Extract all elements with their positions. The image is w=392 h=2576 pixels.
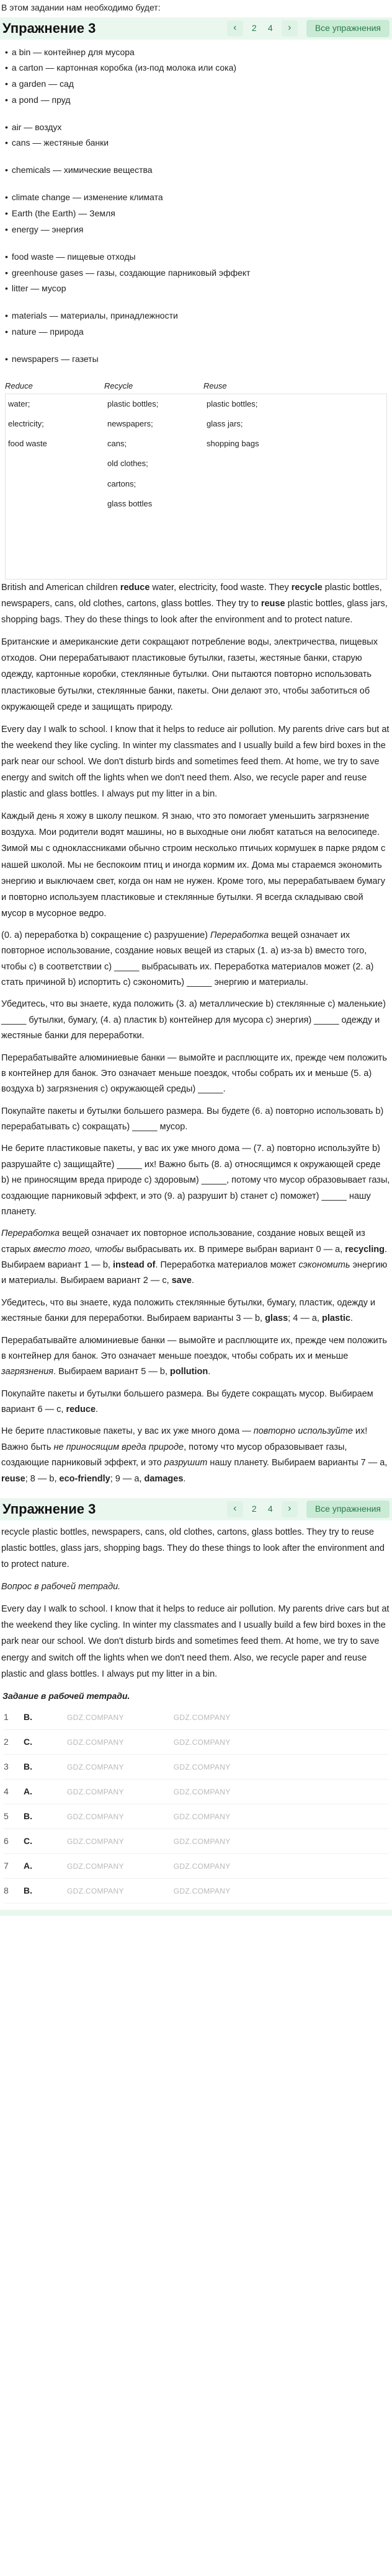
reuse-column	[204, 394, 303, 579]
prev-exercise-number[interactable]: 2	[251, 1504, 257, 1514]
paragraph: Перерабатывайте алюминиевые банки — вымойте и расплющите их, прежде чем положить в контейнер для банок. Это означает меньше поездок, чтобы собрать их и меньше (5. a) воздуха b) загрязнения c) окружающей среды) _____.	[1, 1052, 387, 1095]
chevron-left-icon: ‹	[233, 22, 237, 33]
prev-exercise-number[interactable]: 2	[251, 22, 257, 33]
watermark: GDZ.COMPANY	[67, 1861, 124, 1871]
chevron-right-icon: ›	[288, 22, 292, 33]
paragraph: Убедитесь, что вы знаете, куда положить (3. a) металлические b) стеклянные c) маленькие) _____ бутылки, бумагу, (4. a) пластик b) контейнер для мусора c) энергия) _____ одежду и жестяные банки для переработки.	[1, 999, 386, 1041]
next-exercise-button[interactable]	[282, 20, 298, 37]
watermark: GDZ.COMPANY	[173, 1713, 231, 1722]
table-cell: glass jars;	[207, 419, 243, 429]
watermark: GDZ.COMPANY	[173, 1787, 231, 1796]
all-exercises-button[interactable]: Все упражнения	[306, 20, 390, 37]
paragraph: Не берите пластиковые пакеты, у вас их уже много дома — повторно используйте их! Важно быть не приносящим вреда природе, потому что мусор образовывает газы, создающие парниковый эффект, и это разрушит нашу планету. Выбираем варианты 7 — a, reuse; 8 — b, eco-friendly; 9 — a, damages.	[1, 1426, 388, 1484]
prev-exercise-button[interactable]	[227, 20, 243, 37]
list-item: • chemicals — химические вещества	[5, 165, 153, 175]
watermark: GDZ.COMPANY	[67, 1713, 124, 1722]
answer-row: 8 B. GDZ.COMPANY GDZ.COMPANY	[4, 1879, 388, 1903]
list-item: • newspapers — газеты	[5, 353, 99, 364]
bottom-bar	[0, 1910, 392, 1916]
recycle-column	[105, 394, 204, 579]
list-item: • climate change — изменение климата	[5, 192, 163, 203]
answer-text-continued	[0, 1524, 392, 1688]
list-item: • food waste — пищевые отходы	[5, 251, 136, 262]
paragraph: Переработка вещей означает их повторное использование, создание новых вещей из старых вместо того, чтобы выбрасывать их. В примере выбран вариант 0 — a, recycling. Выбираем вариант 1 — b, instead of. Переработка материалов может сэкономить энергию и материалы. Выбираем вариант 2 — c, save.	[1, 1228, 388, 1286]
list-item: • litter — мусор	[5, 283, 66, 294]
paragraph: British and American children reduce water, electricity, food waste. They recycle plastic bottles, newspapers, cans, old clothes, cartons, glass bottles. They try to reuse plastic bottles, glass jars, shopping bags. They do these things to look after the environment and to protect nature.	[1, 583, 388, 625]
list-item: • Earth (the Earth) — Земля	[5, 208, 115, 219]
exercise-title: Упражнение 3	[2, 20, 96, 36]
list-item: • a bin — контейнер для мусора	[5, 46, 135, 57]
answer-row: 1 B. GDZ.COMPANY GDZ.COMPANY	[4, 1705, 388, 1730]
watermark: GDZ.COMPANY	[67, 1762, 124, 1771]
chevron-right-icon: ›	[288, 1503, 292, 1514]
sort-table-header	[0, 377, 392, 394]
paragraph: Every day I walk to school. I know that it helps to reduce air pollution. My parents drive cars but at the weekend they like cycling. In winter my classmates and I usually build a few bird boxes in the park near our school. We don't disturb birds and sometimes feed them. At home, we try to save energy and switch off the lights when we don't need them. Also, we recycle paper and reuse plastic and glass bottles. I always put my litter in a bin.	[1, 724, 390, 800]
watermark: GDZ.COMPANY	[173, 1812, 231, 1821]
watermark: GDZ.COMPANY	[67, 1886, 124, 1895]
exercise-navigation	[227, 20, 298, 37]
list-item: • a garden — сад	[5, 79, 74, 89]
all-exercises-button[interactable]: Все упражнения	[306, 1501, 390, 1518]
next-exercise-number[interactable]: 4	[267, 1504, 273, 1514]
sort-table	[5, 394, 387, 580]
watermark: GDZ.COMPANY	[173, 1861, 231, 1871]
paragraph: Покупайте пакеты и бутылки большего размера. Вы будете (6. a) повторно использовать b) перерабатывать c) сокращать) _____ мусор.	[1, 1106, 384, 1132]
prev-exercise-button[interactable]	[227, 1501, 243, 1517]
paragraph: Каждый день я хожу в школу пешком. Я знаю, что это помогает уменьшить загрязнение воздуха. Мои родители водят машины, но в выходные они любят кататься на велосипеде. Зимой мы с одноклассниками обычно строим несколько птичьих кормушек в парке рядом с нашей школой. Мы не беспокоим птиц и иногда кормим их. Дома мы стараемся экономить энергию и выключаем свет, когда он нам не нужен. Кроме того, мы перерабатываем бумагу и повторно используем пластиковые и стеклянные бутылки. Я всегда складываю свой мусор в мусорное ведро.	[1, 811, 386, 919]
list-item: • materials — материалы, принадлежности	[5, 311, 178, 321]
paragraph: Every day I walk to school. I know that it helps to reduce air pollution. My parents drive cars but at the weekend they like cycling. In winter my classmates and I usually build a few bird boxes in the park near our school. We don't disturb birds and sometimes feed them. At home, we try to save energy and switch off the lights when we don't need them. Also, we recycle paper and reuse plastic and glass bottles. I always put my litter in a bin.	[1, 1604, 390, 1679]
table-cell: newspapers;	[107, 419, 153, 429]
watermark: GDZ.COMPANY	[173, 1837, 231, 1846]
table-cell: water;	[8, 399, 30, 409]
list-item: • greenhouse gases — газы, создающие парниковый эффект	[5, 267, 251, 278]
chevron-left-icon: ‹	[233, 1503, 237, 1514]
answer-row: 4 A. GDZ.COMPANY GDZ.COMPANY	[4, 1780, 388, 1804]
watermark: GDZ.COMPANY	[67, 1812, 124, 1821]
table-cell: shopping bags	[207, 439, 259, 449]
table-cell: electricity;	[8, 419, 44, 429]
column-header: Recycle	[104, 381, 133, 390]
answer-row: 5 B. GDZ.COMPANY GDZ.COMPANY	[4, 1804, 388, 1829]
watermark: GDZ.COMPANY	[173, 1886, 231, 1895]
watermark: GDZ.COMPANY	[67, 1737, 124, 1747]
table-cell: cartons;	[107, 479, 136, 488]
paragraph: Убедитесь, что вы знаете, куда положить стеклянные бутылки, бумагу, пластик, одежду и жестяные банки для переработки. Выбираем варианты 3 — b, glass; 4 — a, plastic.	[1, 1297, 375, 1324]
answer-text	[0, 580, 392, 1493]
answers-list	[0, 1705, 392, 1903]
table-cell: food waste	[8, 439, 47, 449]
list-item: • cans — жестяные банки	[5, 138, 109, 148]
watermark: GDZ.COMPANY	[67, 1837, 124, 1846]
paragraph: Вопрос в рабочей тетради.	[1, 1582, 121, 1592]
next-exercise-button[interactable]	[282, 1501, 298, 1517]
table-cell: plastic bottles;	[207, 399, 258, 409]
paragraph: Не берите пластиковые пакеты, у вас их уже много дома — (7. a) повторно используйте b) разрушайте c) защищайте) _____ их! Важно быть (8. a) относящимся к окружающей среде b) не приносящим вреда природе c) здоровым) _____, потому что мусор образовывает газы, создающие парниковый эффект, и это (9. a) разрушит b) станет c) поможет) _____ нашу планету.	[1, 1144, 390, 1217]
intro-text: В этом задании нам необходимо будет:	[1, 2, 161, 12]
paragraph: Покупайте пакеты и бутылки большего размера. Вы будете сокращать мусор. Выбираем вариант 6 — c, reduce.	[1, 1388, 373, 1415]
exercise-navigation	[227, 1501, 298, 1517]
watermark: GDZ.COMPANY	[173, 1762, 231, 1771]
exercise-header-sticky	[0, 1498, 392, 1520]
table-cell: glass bottles	[107, 498, 153, 508]
list-item: • air — воздух	[5, 121, 62, 132]
paragraph: recycle plastic bottles, newspapers, cans, old clothes, cartons, glass bottles. They try to reuse plastic bottles, glass jars, shopping bags. They do these things to look after the environment and to protect nature.	[1, 1527, 385, 1570]
table-cell: cans;	[107, 439, 127, 449]
list-item: • energy — энергия	[5, 224, 84, 234]
list-item: • nature — природа	[5, 326, 84, 337]
watermark: GDZ.COMPANY	[67, 1787, 124, 1796]
paragraph: (0. а) переработка b) сокращение c) разрушение) Переработка вещей означает их повторное использование, создание новых вещей из старых (1. a) из-за b) вместо того, чтобы c) в соответствии с) _____ выбрасывать их. Переработка материалов может (2. a) стать причиной b) испортить c) сэкономить) _____ энергию и материалы.	[1, 930, 374, 988]
exercise-header	[0, 17, 392, 40]
reduce-column	[6, 394, 105, 579]
answer-row: 6 C. GDZ.COMPANY GDZ.COMPANY	[4, 1829, 388, 1854]
answer-row: 7 A. GDZ.COMPANY GDZ.COMPANY	[4, 1854, 388, 1879]
answer-row: 3 B. GDZ.COMPANY GDZ.COMPANY	[4, 1755, 388, 1780]
column-header: Reduce	[5, 381, 33, 390]
exercise-title: Упражнение 3	[2, 1501, 96, 1517]
watermark: GDZ.COMPANY	[173, 1737, 231, 1747]
vocabulary-list	[0, 43, 392, 377]
list-item: • a pond — пруд	[5, 94, 71, 105]
paragraph: Перерабатывайте алюминиевые банки — вымойте и расплющите их, прежде чем положить в контейнер для банок. Это означает меньше поездок, чтобы собрать их и меньше загрязнения. Выбираем вариант 5 — b, pollution.	[1, 1335, 387, 1377]
table-cell: old clothes;	[107, 459, 148, 469]
next-exercise-number[interactable]: 4	[267, 22, 273, 33]
task-title: Задание в рабочей тетради.	[2, 1690, 130, 1701]
list-item: • a carton — картонная коробка (из-под молока или сока)	[5, 63, 237, 73]
column-header: Reuse	[203, 381, 227, 390]
paragraph: Британские и американские дети сокращают потребление воды, электричества, пищевых отходов. Они перерабатывают пластиковые бутылки, газеты, жестяные банки, старую одежду, картонные коробки, стеклянные бутылки. Они пытаются повторно использовать пластиковые бутылки, стеклянные банки, пакеты. Они делают это, чтобы заботиться об окружающей среде и защищать природу.	[1, 637, 378, 712]
table-cell: plastic bottles;	[107, 399, 159, 409]
answer-row: 2 C. GDZ.COMPANY GDZ.COMPANY	[4, 1730, 388, 1755]
